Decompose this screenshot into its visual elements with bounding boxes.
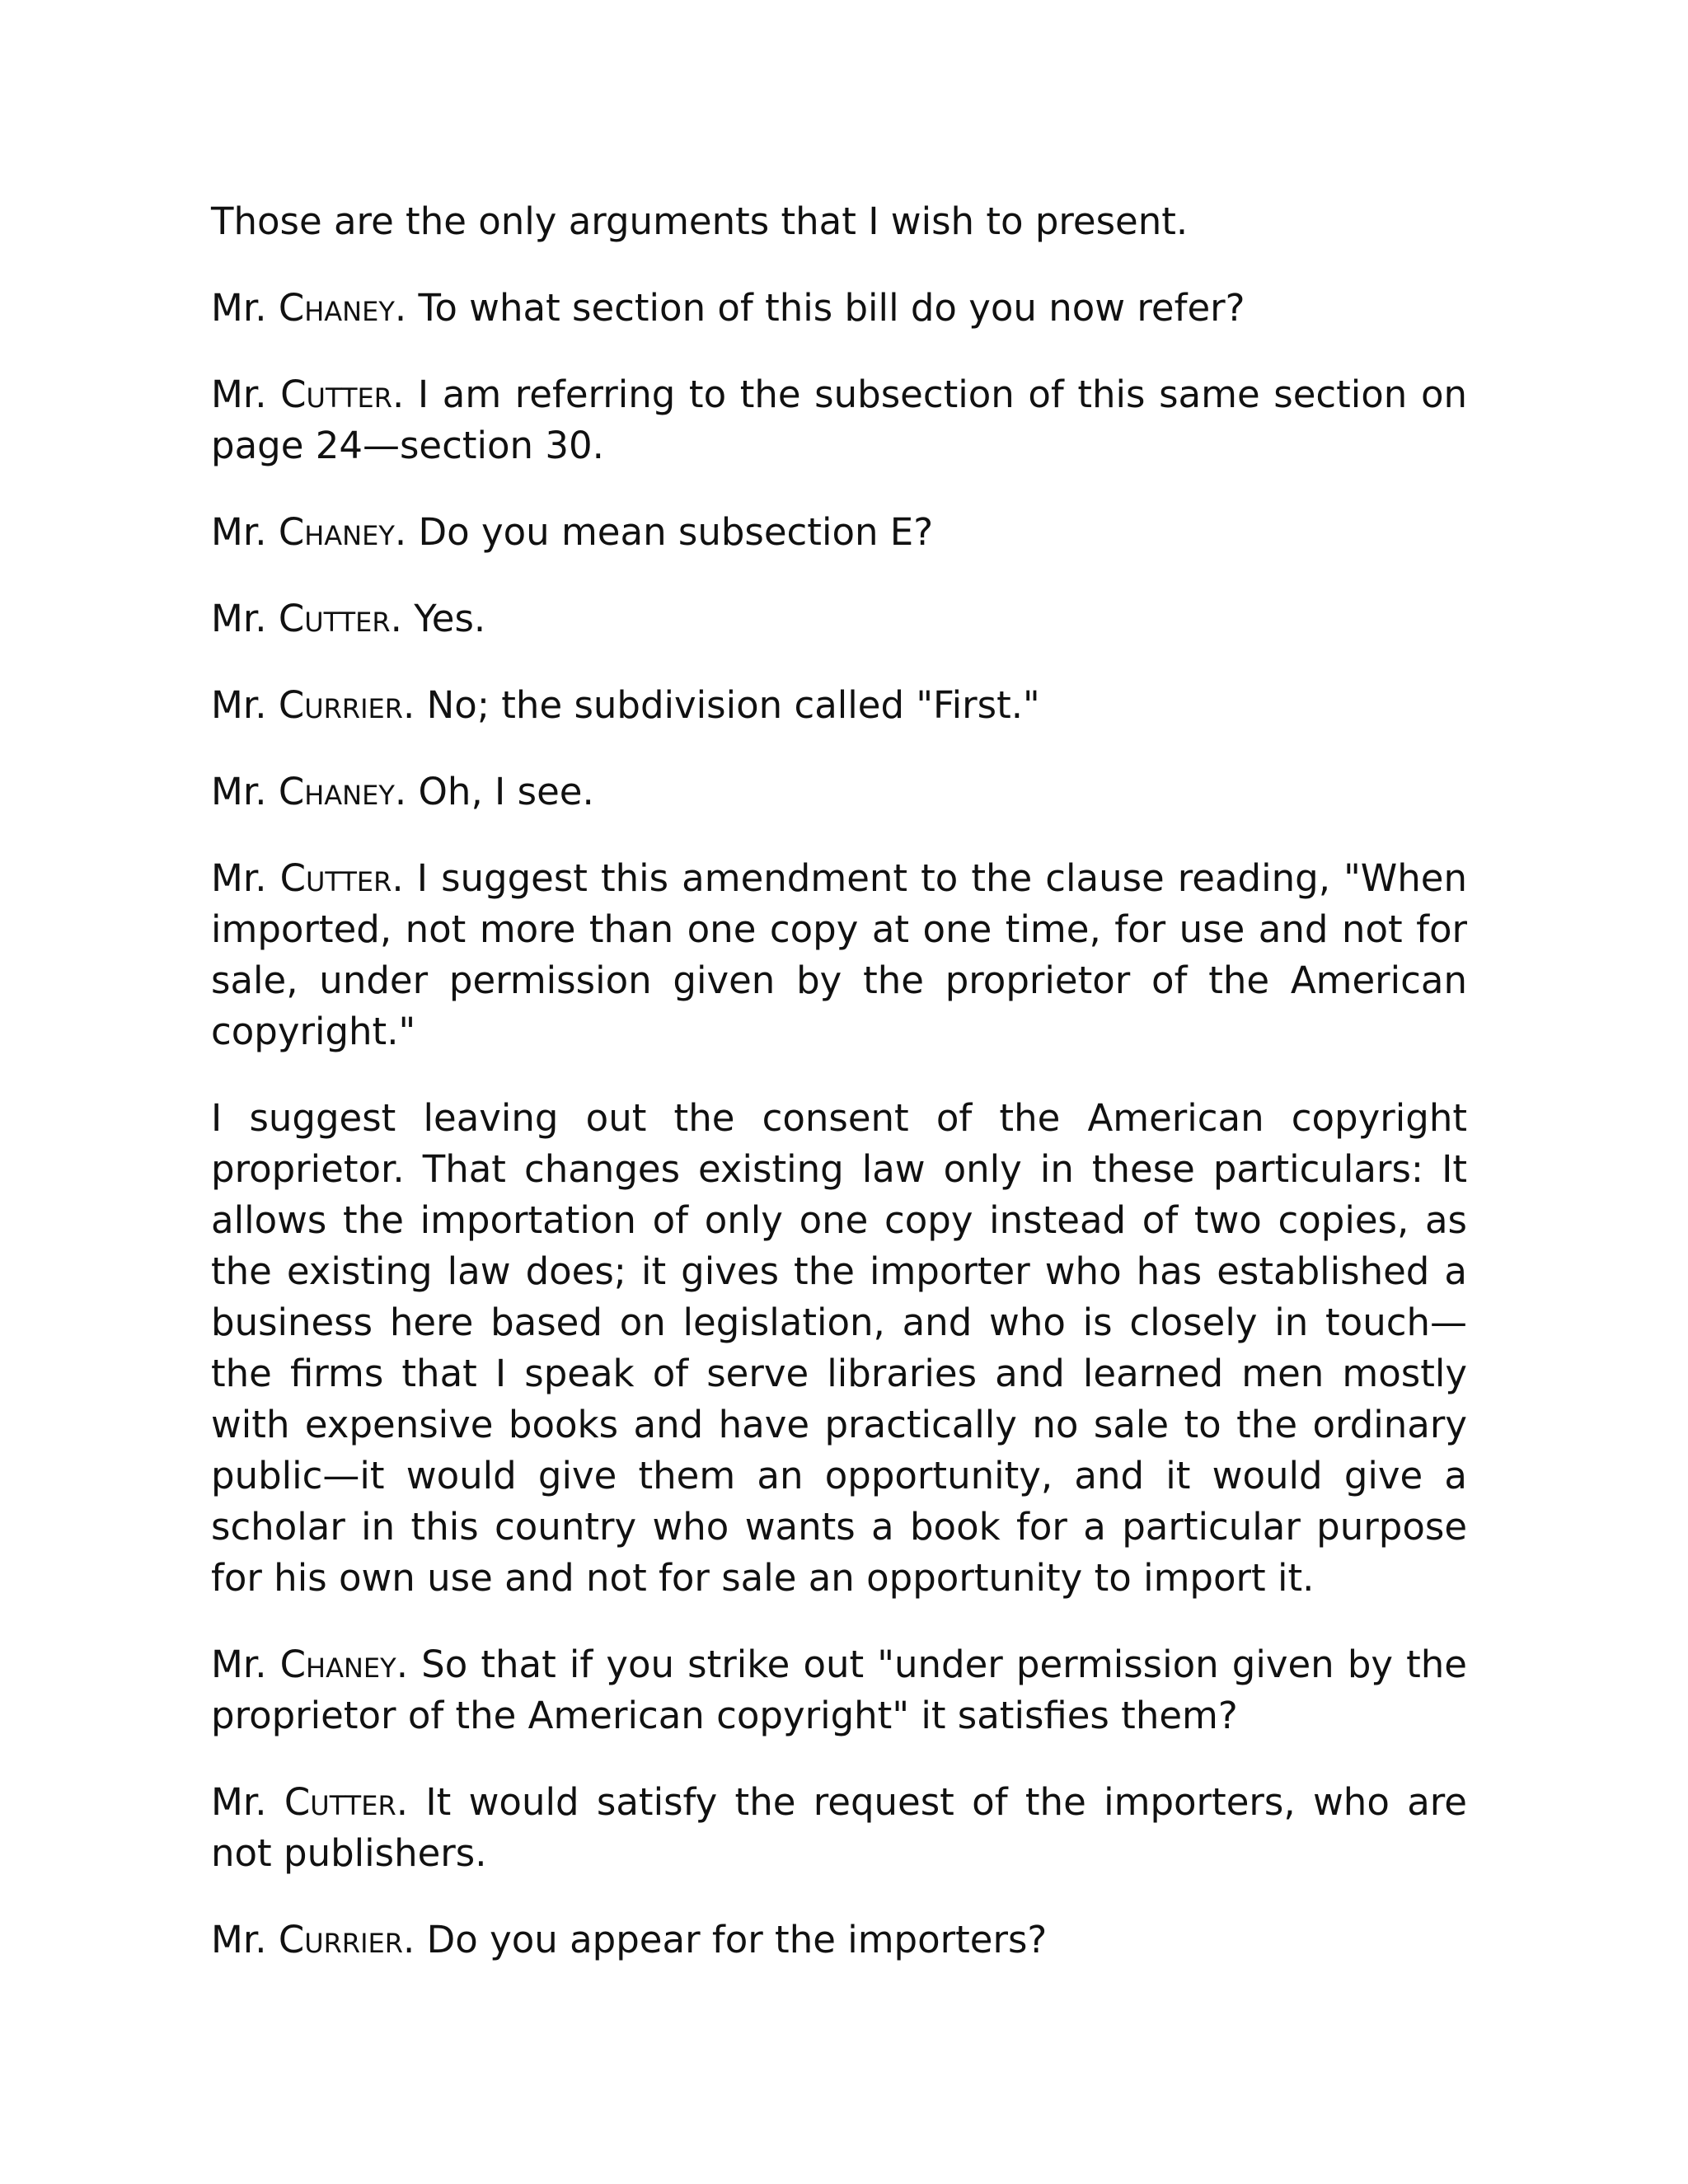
paragraph-chaney-see: [211, 766, 1467, 818]
speaker-title: Mr.: [211, 373, 281, 416]
paragraph-cutter-importers: [211, 1777, 1467, 1879]
paragraph-currier-first: [211, 680, 1467, 731]
speaker-title: Mr.: [211, 1918, 279, 1961]
speaker-title: Mr.: [211, 510, 279, 554]
speaker-title: Mr.: [211, 597, 279, 640]
paragraph-chaney-subsection: [211, 507, 1467, 558]
speaker-name: Currier: [278, 683, 404, 727]
paragraph-consent-explanation: [211, 1093, 1467, 1604]
paragraph-text: . Yes.: [390, 597, 486, 640]
speaker-title: Mr.: [211, 1780, 284, 1824]
speaker-title: Mr.: [211, 286, 279, 330]
speaker-title: Mr.: [211, 683, 279, 727]
paragraph-text: I suggest leaving out the consent of the American copyright proprietor. That changes existing law only in these particulars: It allows the importation of only one copy instead of two copies, as the existing law does; it gives the importer who has established a business here based on legislation, and who is closely in touch—the firms that I speak of serve libraries and learned men mostly with expensive books and have practically no sale to the ordinary public—it would give them an opportunity, and it would give a scholar in this country who wants a book for a particular purpose for his own use and not for sale an opportunity to import it.: [211, 1096, 1467, 1600]
speaker-name: Cutter: [278, 597, 391, 640]
document-page: [211, 196, 1467, 2001]
speaker-title: Mr.: [211, 856, 280, 900]
paragraph-cutter-reference: [211, 369, 1467, 471]
paragraph-text: . I am referring to the subsection of this same section on page 24—section 30.: [211, 373, 1467, 467]
speaker-name: Chaney: [278, 510, 395, 554]
paragraph-text: . To what section of this bill do you now refer?: [394, 286, 1245, 330]
speaker-name: Currier: [278, 1918, 404, 1961]
paragraph-text: . I suggest this amendment to the clause reading, "When imported, not more than one copy at one time, for use and not for sale, under permission given by the proprietor of the American copyright.": [211, 856, 1467, 1053]
speaker-name: Cutter: [280, 373, 392, 416]
paragraph-text: . Do you appear for the importers?: [403, 1918, 1048, 1961]
paragraph-text: . Do you mean subsection E?: [394, 510, 934, 554]
paragraph-chaney-question: [211, 283, 1467, 334]
paragraph-chaney-strike-out: [211, 1639, 1467, 1741]
paragraph-cutter-yes: [211, 593, 1467, 644]
speaker-name: Chaney: [278, 286, 395, 330]
paragraph-text: . Oh, I see.: [394, 770, 594, 813]
speaker-name: Cutter: [279, 856, 392, 900]
speaker-name: Chaney: [278, 770, 395, 813]
speaker-name: Cutter: [284, 1780, 396, 1824]
speaker-name: Chaney: [279, 1643, 396, 1686]
paragraph-cutter-amendment: [211, 853, 1467, 1057]
speaker-title: Mr.: [211, 1643, 280, 1686]
paragraph-text: . It would satisfy the request of the importers, who are not publishers.: [211, 1780, 1467, 1875]
paragraph-closing-statement: [211, 196, 1467, 247]
paragraph-currier-appear: [211, 1915, 1467, 1966]
paragraph-text: Those are the only arguments that I wish to present.: [211, 199, 1189, 243]
paragraph-text: . So that if you strike out "under permission given by the proprietor of the American copyright" it satisfies them?: [211, 1643, 1467, 1737]
speaker-title: Mr.: [211, 770, 279, 813]
paragraph-text: . No; the subdivision called "First.": [403, 683, 1040, 727]
